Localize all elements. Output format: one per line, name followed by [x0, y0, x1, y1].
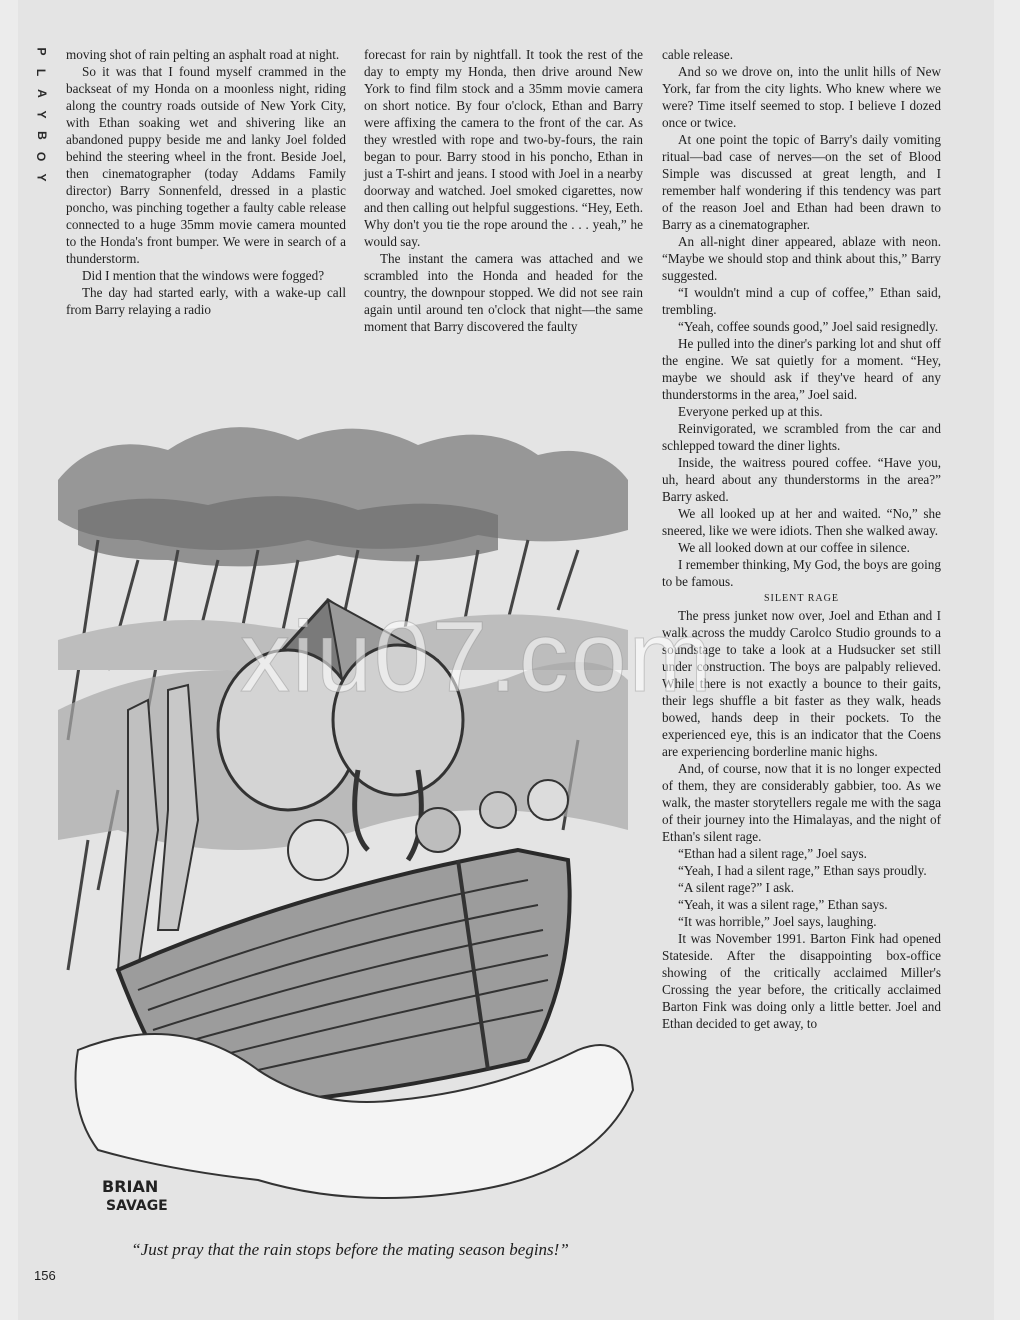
paragraph: He pulled into the diner's parking lot and shut off the engine. We sat quietly for a moment. “Hey, maybe we should ask if they've heard of any thunderstorms in the area,” Joel said. — [662, 336, 941, 402]
paragraph: “I wouldn't mind a cup of coffee,” Ethan said, trembling. — [662, 285, 941, 317]
animal-head — [416, 808, 460, 852]
paragraph: “It was horrible,” Joel says, laughing. — [678, 914, 877, 929]
paragraph: The instant the camera was attached and we scrambled into the Honda and headed for the country, the downpour stopped. We did not see rain again until around ten o'clock that night—the same moment that Barry discovered the faulty — [364, 251, 643, 334]
page-edge-left — [0, 0, 18, 1320]
paragraph: At one point the topic of Barry's daily vomiting ritual—bad case of nerves—on the set of Blood Simple was discussed at great length, and I remember half wondering if this tendency was part of the reason Joel and Ethan had been drawn to Barry as a cinematographer. — [662, 132, 941, 232]
paragraph: “Yeah, I had a silent rage,” Ethan says proudly. — [678, 863, 927, 878]
animal-head — [480, 792, 516, 828]
paragraph: Reinvigorated, we scrambled from the car and schlepped toward the diner lights. — [662, 421, 941, 453]
paragraph: forecast for rain by nightfall. It took the rest of the day to empty my Honda, then drive around New York to find film stock and a 35mm movie camera on short notice. By four o'clock, Ethan and Barry were affixing the camera to the front of the car. As they wrestled with rope and two-by-fours, the rain began to pour. Barry stood in his poncho, Ethan in just a T-shirt and jeans. I stood with Joel in a nearby doorway and watched. Joel smoked cigarettes, now and then calling out helpful suggestions. “Hey, Eeth. Why don't you tie the rope around the . . . yeah,” he would say. — [364, 47, 643, 249]
paragraph: The press junket now over, Joel and Ethan and I walk across the muddy Carolco Studio grounds to a soundstage to take a look at a Hudsucker set still under construction. The boys are palpably relieved. While there is not exactly a bounce to their gaits, their legs shuffle a bit faster as they walk, heads bowed, hands deep in their pockets. To the experienced eye, this is an indicator that the Coens are experiencing borderline manic highs. — [662, 608, 941, 759]
paragraph: “Yeah, it was a silent rage,” Ethan says. — [678, 897, 888, 912]
article-column-1 — [66, 46, 346, 318]
cartoon-caption: “Just pray that the rain stops before the mating season begins!” — [131, 1240, 569, 1259]
paragraph: And, of course, now that it is no longer expected of them, they are considerably gabbier, too. As we walk, the master storytellers regale me with the saga of their journey into the Himalayas, and the night of Ethan's silent rage. — [662, 761, 941, 844]
paragraph: Inside, the waitress poured coffee. “Have you, uh, heard about any thunderstorms in the area?” Barry asked. — [662, 455, 941, 504]
paragraph: We all looked up at her and waited. “No,” she sneered, like we were idiots. Then she walked away. — [662, 506, 941, 538]
paragraph: I remember thinking, My God, the boys are going to be famous. — [662, 557, 941, 589]
artist-signature: BRIAN — [102, 1177, 159, 1196]
paragraph: And so we drove on, into the unlit hills of New York, far from the city lights. Who knew where we were? Time itself seemed to stop. I believe I dozed once or twice. — [662, 64, 941, 130]
masthead-letter: P — [34, 47, 49, 56]
paragraph: An all-night diner appeared, ablaze with neon. “Maybe we should stop and think about this,” Barry suggested. — [662, 234, 941, 283]
paragraph: So it was that I found myself crammed in the backseat of my Honda on a moonless night, riding along the country roads outside of New York City, with Ethan soaking wet and shivering like an abandoned puppy beside me and lanky Joel folded behind the steering wheel in the front. Beside Joel, then cinematographer (today Addams Family director) Barry Sonnenfeld, dressed in a plastic poncho, was pinching together a faulty cable release connected to a huge 35mm movie camera mounted to the Honda's front bumper. We were in search of a thunderstorm. — [66, 64, 346, 266]
paragraph: We all looked down at our coffee in silence. — [678, 540, 910, 555]
masthead-letter: A — [34, 89, 49, 98]
cartoon-illustration — [58, 410, 638, 1230]
masthead-letter: Y — [34, 173, 49, 182]
paragraph: It was November 1991. Barton Fink had opened Stateside. After the disappointing box-office showing of the critically acclaimed Miller's Crossing the year before, the critically acclaimed Barton Fink was doing only a little better. Joel and Ethan decided to get away, to — [662, 931, 941, 1031]
paragraph: Did I mention that the windows were fogged? — [82, 268, 325, 283]
paragraph: “A silent rage?” I ask. — [678, 880, 795, 895]
paragraph: The day had started early, with a wake-up call from Barry relaying a radio — [66, 285, 346, 317]
animal-head — [288, 820, 348, 880]
paragraph: “Yeah, coffee sounds good,” Joel said resignedly. — [678, 319, 939, 334]
paragraph: “Ethan had a silent rage,” Joel says. — [678, 846, 867, 861]
artist-signature-line2: SAVAGE — [106, 1198, 168, 1214]
masthead-vertical — [30, 44, 52, 204]
masthead-letter: L — [34, 68, 49, 77]
article-column-2 — [364, 46, 643, 335]
paragraph: moving shot of rain pelting an asphalt road at night. — [66, 47, 340, 62]
masthead-letter: O — [34, 151, 49, 162]
watermark: xiu07.com — [240, 601, 714, 713]
storm-cloud — [78, 496, 498, 566]
paragraph: cable release. — [662, 47, 734, 62]
article-column-3 — [662, 46, 941, 1032]
paragraph: Everyone perked up at this. — [678, 404, 823, 419]
section-subhead: SILENT RAGE — [764, 593, 839, 604]
noah-head — [528, 780, 568, 820]
masthead-letter: Y — [34, 110, 49, 119]
page-edge-right — [994, 0, 1020, 1320]
masthead-letter: B — [34, 131, 49, 140]
page-number: 156 — [34, 1268, 56, 1283]
